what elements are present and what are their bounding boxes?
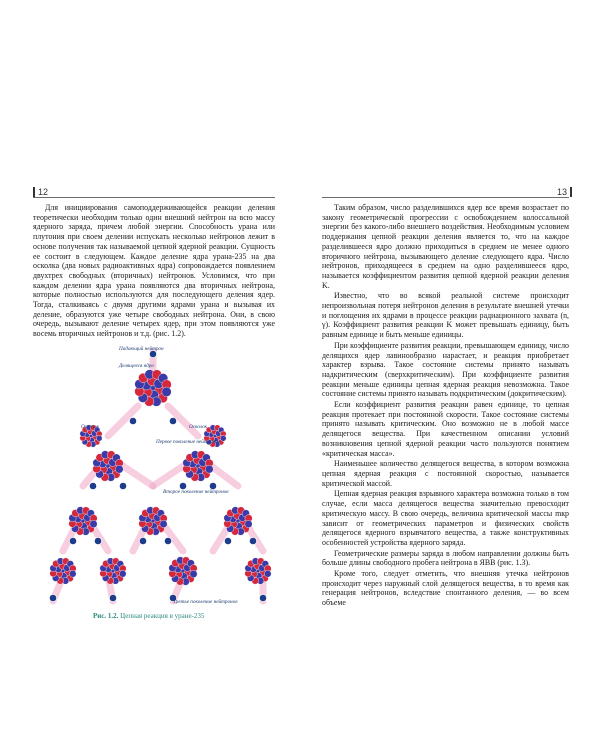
- free-neutron: [249, 537, 256, 544]
- chain-reaction-illustration: [33, 336, 283, 626]
- page-number-left: 12: [33, 187, 48, 197]
- page-number-right: 13: [557, 187, 572, 197]
- label-generation-3: Третье поколение нейтронов: [173, 599, 238, 605]
- free-neutron: [89, 482, 96, 489]
- nucleus-cluster: [100, 558, 127, 585]
- caption-text: Цепная реакция в уране-235: [120, 612, 205, 620]
- chain-reaction-figure: [33, 336, 283, 626]
- header-rule-right: [322, 197, 569, 198]
- label-fragment-right: Осколок: [189, 424, 208, 430]
- label-generation-1: Первое поколение нейтронов: [156, 439, 221, 445]
- free-neutron: [49, 594, 56, 601]
- left-page-text: [33, 203, 275, 339]
- paragraph: Цепная ядерная реакция взрывного характера возможна только в том случае, если масса делящегося вещества значительно превосходит критическую массу. В свою очередь, величина критической массы mкр зависит от геометрических параметров и физических свойств делящегося ядерного взрывчатого вещества, а также конструктивных особенностей устройства ядерного заряда.: [322, 489, 569, 547]
- paragraph: При коэффициенте развития реакции, превышающем единицу, число делящихся ядер лавинообразно нарастает, и реакция приобретает характер взрыва. Такое состояние системы принято называть надкритическим (сверхкритическим). При коэффициенте развития реакции меньше единицы цепная ядерная реакция невозможна. Такое состояние системы принято называть подкритическим (докритическим).: [322, 340, 569, 399]
- paragraph: Если коэффициент развития реакции равен единице, то цепная реакция протекает при постоянной скорости. Такое состояние системы принято называть критическим. Оно возможно не в любой массе делящегося вещества. При качественном описании условий возникновения цепной ядерной реакции часто пользуются понятием «критическая масса».: [322, 400, 569, 458]
- nucleus-cluster: [93, 451, 124, 482]
- free-neutron: [119, 482, 126, 489]
- paragraph: Кроме того, следует отметить, что внешняя утечка нейтронов происходит через наружный слой делящегося вещества, в то время как генерация нейтронов, вследствие спонтанного деления, — во всем объеме: [322, 569, 569, 608]
- free-neutron: [169, 417, 176, 424]
- caption-number: Рис. 1.2.: [93, 612, 119, 620]
- free-neutron: [129, 417, 136, 424]
- nucleus-cluster: [224, 507, 253, 536]
- paragraph: Для инициирования самоподдерживающейся реакции деления теоретически необходим только один внешний нейтрон на всю массу ядерного заряда, причем любой энергии. Способность урана или плутония при своем делении испускать несколько нейтронов лежит в основе получения так называемой цепной ядерной реакции. Сущность ее состоит в следующем. Каждое деление ядра урана-235 на два осколка (два новых радиоактивных ядра) сопровождается появлением двухтрех свободных (вторичных) нейтронов. Условимся, что при каждом делении ядра урана появляются два вторичных нейтрона, которые полностью используются для последующего деления ядер. Тогда, сталкиваясь с двумя другими ядрами урана и вызывая их деление, образуются уже четыре свободных нейтрона. Они, в свою очередь, вызывают деление четырех ядер, при этом появляются уже восемь вторичных нейтронов и т.д. (рис. 1.2).: [33, 203, 275, 339]
- nucleus-cluster: [245, 558, 272, 585]
- label-fissile-nucleus: Делящееся ядро: [119, 363, 154, 369]
- header-rule-left: [33, 197, 275, 198]
- nucleus-cluster: [169, 557, 198, 586]
- paragraph: Таким образом, число разделившихся ядер все время возрастает по закону геометрической прогрессии с освобождением колоссальной энергии без какого-либо внешнего воздействия. Необходимым условием поддержания цепной реакции деления является то, что на каждое разделившееся ядро должно приходиться в среднем не менее одного вторичного нейтрона, вызывающего деление следующего ядра. Число нейтронов, приходящееся в среднем на одно разделившееся ядро, называется коэффициентом развития цепной ядерной реакции деления K.: [322, 203, 569, 290]
- figure-caption: [93, 612, 204, 620]
- free-neutron: [224, 537, 231, 544]
- nucleus-cluster: [135, 370, 172, 407]
- nucleus-cluster: [50, 558, 77, 585]
- free-neutron: [69, 537, 76, 544]
- label-incident-neutron: Падающий нейтрон: [119, 346, 164, 352]
- nucleus-cluster: [183, 451, 214, 482]
- nucleus-cluster: [139, 507, 168, 536]
- right-page-text: [322, 203, 569, 608]
- free-neutron: [139, 537, 146, 544]
- paragraph: Геометрические размеры заряда в любом направлении должны быть больше длины свободного пробега нейтрона в ЯВВ (рис. 1.3).: [322, 548, 569, 568]
- nucleus-cluster: [69, 507, 98, 536]
- free-neutron: [259, 594, 266, 601]
- free-neutron: [94, 537, 101, 544]
- label-fragment-left: Осколок: [81, 424, 100, 430]
- paragraph: Наименьшее количество делящегося вещества, в котором возможна цепная ядерная реакция с постоянной скоростью, называется критической массой.: [322, 459, 569, 488]
- paragraph: Известно, что во всякой реальной системе происходит непроизвольная потеря нейтронов деления в результате внешней утечки и поглощения их ядрами в процессе реакции радиационного захвата (n, γ). Коэффициент развития реакции K может превышать единицу, быть равным единице и быть меньше единицы.: [322, 291, 569, 340]
- free-neutron: [109, 594, 116, 601]
- free-neutron: [164, 537, 171, 544]
- label-generation-2: Второе поколение нейтронов: [163, 489, 229, 495]
